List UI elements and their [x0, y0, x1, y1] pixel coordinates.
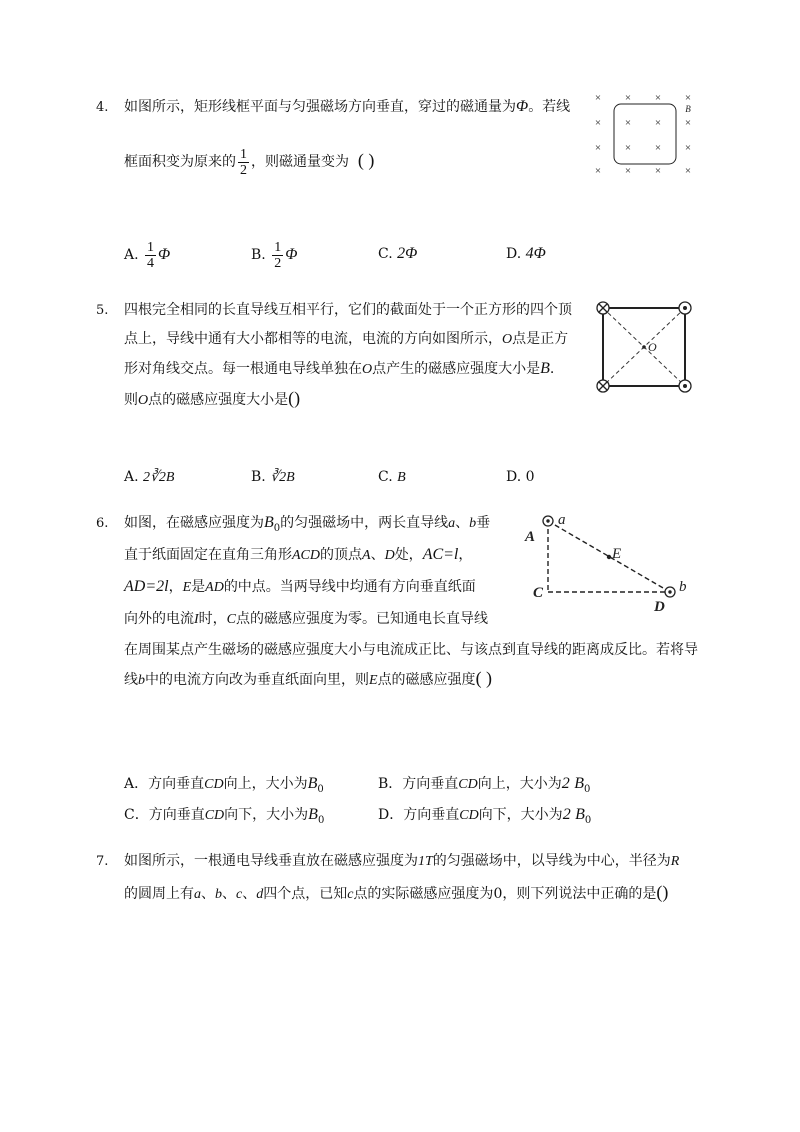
- wire-out-of-page-icon: [543, 516, 553, 526]
- q7-line1: 如图所示，一根通电导线垂直放在磁感应强度为1T的匀强磁场中，以导线为中心，半径为R: [124, 853, 680, 869]
- q5-option-a[interactable]: A. 2∛2B: [124, 469, 175, 485]
- q4-fig-x: ×: [684, 92, 692, 104]
- q4-text: 如图所示，矩形线框平面与匀强磁场方向垂直，穿过的磁通量为: [124, 99, 516, 115]
- q6-option-d[interactable]: D．方向垂直CD向下，大小为2 $B_0$: [378, 806, 592, 826]
- q5-option-b[interactable]: B. ∛2B: [251, 469, 295, 485]
- q5-figure-square-wires: [592, 297, 696, 397]
- q4-fig-x: ×: [624, 92, 632, 104]
- q5-option-c[interactable]: C. B: [378, 469, 406, 485]
- wire-into-page-icon: [597, 380, 609, 392]
- q4-text: 框面积变为原来的: [124, 154, 236, 170]
- q6-line4: 向外的电流I时，C点的磁感应强度为零。已知通电长直导线: [124, 611, 489, 627]
- q7-number: 7.: [96, 854, 109, 869]
- q4-option-a[interactable]: A. $\frac{1}{4}$ Φ: [124, 239, 171, 271]
- q4-fig-x: ×: [594, 142, 602, 154]
- q4-fig-x: ×: [594, 165, 602, 177]
- q4-answer-paren: ( ): [357, 150, 375, 170]
- q4-fig-x: ×: [684, 142, 692, 154]
- wire-out-of-page-icon: [679, 302, 691, 314]
- wire-out-of-page-icon: [679, 380, 691, 392]
- q4-line2: [124, 143, 374, 179]
- q5-line2: 点上，导线中通有大小都相等的电流，电流的方向如图所示，O点是正方: [124, 331, 569, 347]
- q4-fig-B-label: B: [685, 104, 691, 114]
- q6-line2: 直于纸面固定在直角三角形ACD的顶点A、D处，AC=l，: [124, 546, 473, 563]
- q6-fig-label-D: D: [654, 599, 665, 615]
- q6-line6: 线b中的电流方向改为垂直纸面向里，则E点的磁感应强度( ): [124, 668, 493, 688]
- q4-fig-x: ×: [624, 117, 632, 129]
- q6-option-b[interactable]: B．方向垂直CD向上，大小为2 $B_0$: [378, 775, 591, 795]
- q4-fig-x: ×: [624, 142, 632, 154]
- q4-line1: [124, 97, 570, 117]
- q6-figure-triangle: [520, 505, 700, 615]
- q6-option-a[interactable]: A．方向垂直CD向上，大小为$B_0$: [124, 775, 324, 795]
- q5-option-d[interactable]: D. 0: [506, 469, 535, 485]
- q4-option-c[interactable]: C. 2Φ: [378, 245, 418, 262]
- q4-fig-x: ×: [624, 165, 632, 177]
- q5-number: 5.: [96, 303, 109, 318]
- q4-number: 4.: [96, 100, 109, 115]
- wire-into-page-icon: [597, 302, 609, 314]
- q6-fig-label-A: A: [525, 529, 536, 545]
- q4-fig-x: ×: [654, 92, 662, 104]
- q5-fig-O-label: O: [648, 340, 657, 354]
- q4-fig-x: ×: [654, 142, 662, 154]
- q6-number: 6.: [96, 516, 109, 531]
- q4-fraction: $\frac{1}{2}$: [240, 146, 247, 178]
- q4-text: 。若线: [528, 99, 571, 115]
- q5-line1: 四根完全相同的长直导线互相平行，它们的截面处于一个正方形的四个顶: [124, 302, 572, 318]
- q6-fig-label-C: C: [533, 585, 544, 601]
- q4-fig-x: ×: [654, 165, 662, 177]
- wire-out-of-page-icon: [665, 587, 675, 597]
- q4-fig-x: ×: [594, 92, 602, 104]
- q4-option-d[interactable]: D. 4Φ: [506, 245, 546, 262]
- q4-option-b[interactable]: B. $\frac{1}{2}$ Φ: [251, 239, 298, 271]
- q4-fig-x: ×: [684, 117, 692, 129]
- q4-phi: Φ: [516, 98, 529, 115]
- q5-line3: 形对角线交点。每一根通电导线单独在O点产生的磁感应强度大小是B.: [124, 360, 555, 377]
- q6-line3: AD=2l，E是AD的中点。当两导线中均通有方向垂直纸面: [124, 578, 476, 595]
- q6-line5: 在周围某点产生磁场的磁感应强度大小与电流成正比、与该点到直导线的距离成反比。若将导: [124, 642, 698, 658]
- q6-fig-label-a: a: [558, 512, 566, 528]
- q6-option-c[interactable]: C．方向垂直CD向下，大小为$B_0$: [124, 806, 325, 826]
- q7-line2: 的圆周上有a、b、c、d四个点，已知c点的实际磁感应强度为0，则下列说法中正确的是(): [124, 882, 669, 902]
- q4-figure-frame-in-field: [588, 88, 698, 178]
- q6-line1: 如图，在磁感应强度为$B_0$的匀强磁场中，两长直导线a、b垂: [124, 514, 491, 534]
- q4-fig-x: ×: [594, 117, 602, 129]
- q6-fig-label-E: E: [612, 546, 622, 562]
- q5-line4: 则O点的磁感应强度大小是(): [124, 388, 301, 408]
- q4-fig-x: ×: [654, 117, 662, 129]
- q4-text: ，则磁通量变为: [251, 154, 349, 170]
- q6-fig-label-b: b: [679, 579, 687, 595]
- q4-fig-x: ×: [684, 165, 692, 177]
